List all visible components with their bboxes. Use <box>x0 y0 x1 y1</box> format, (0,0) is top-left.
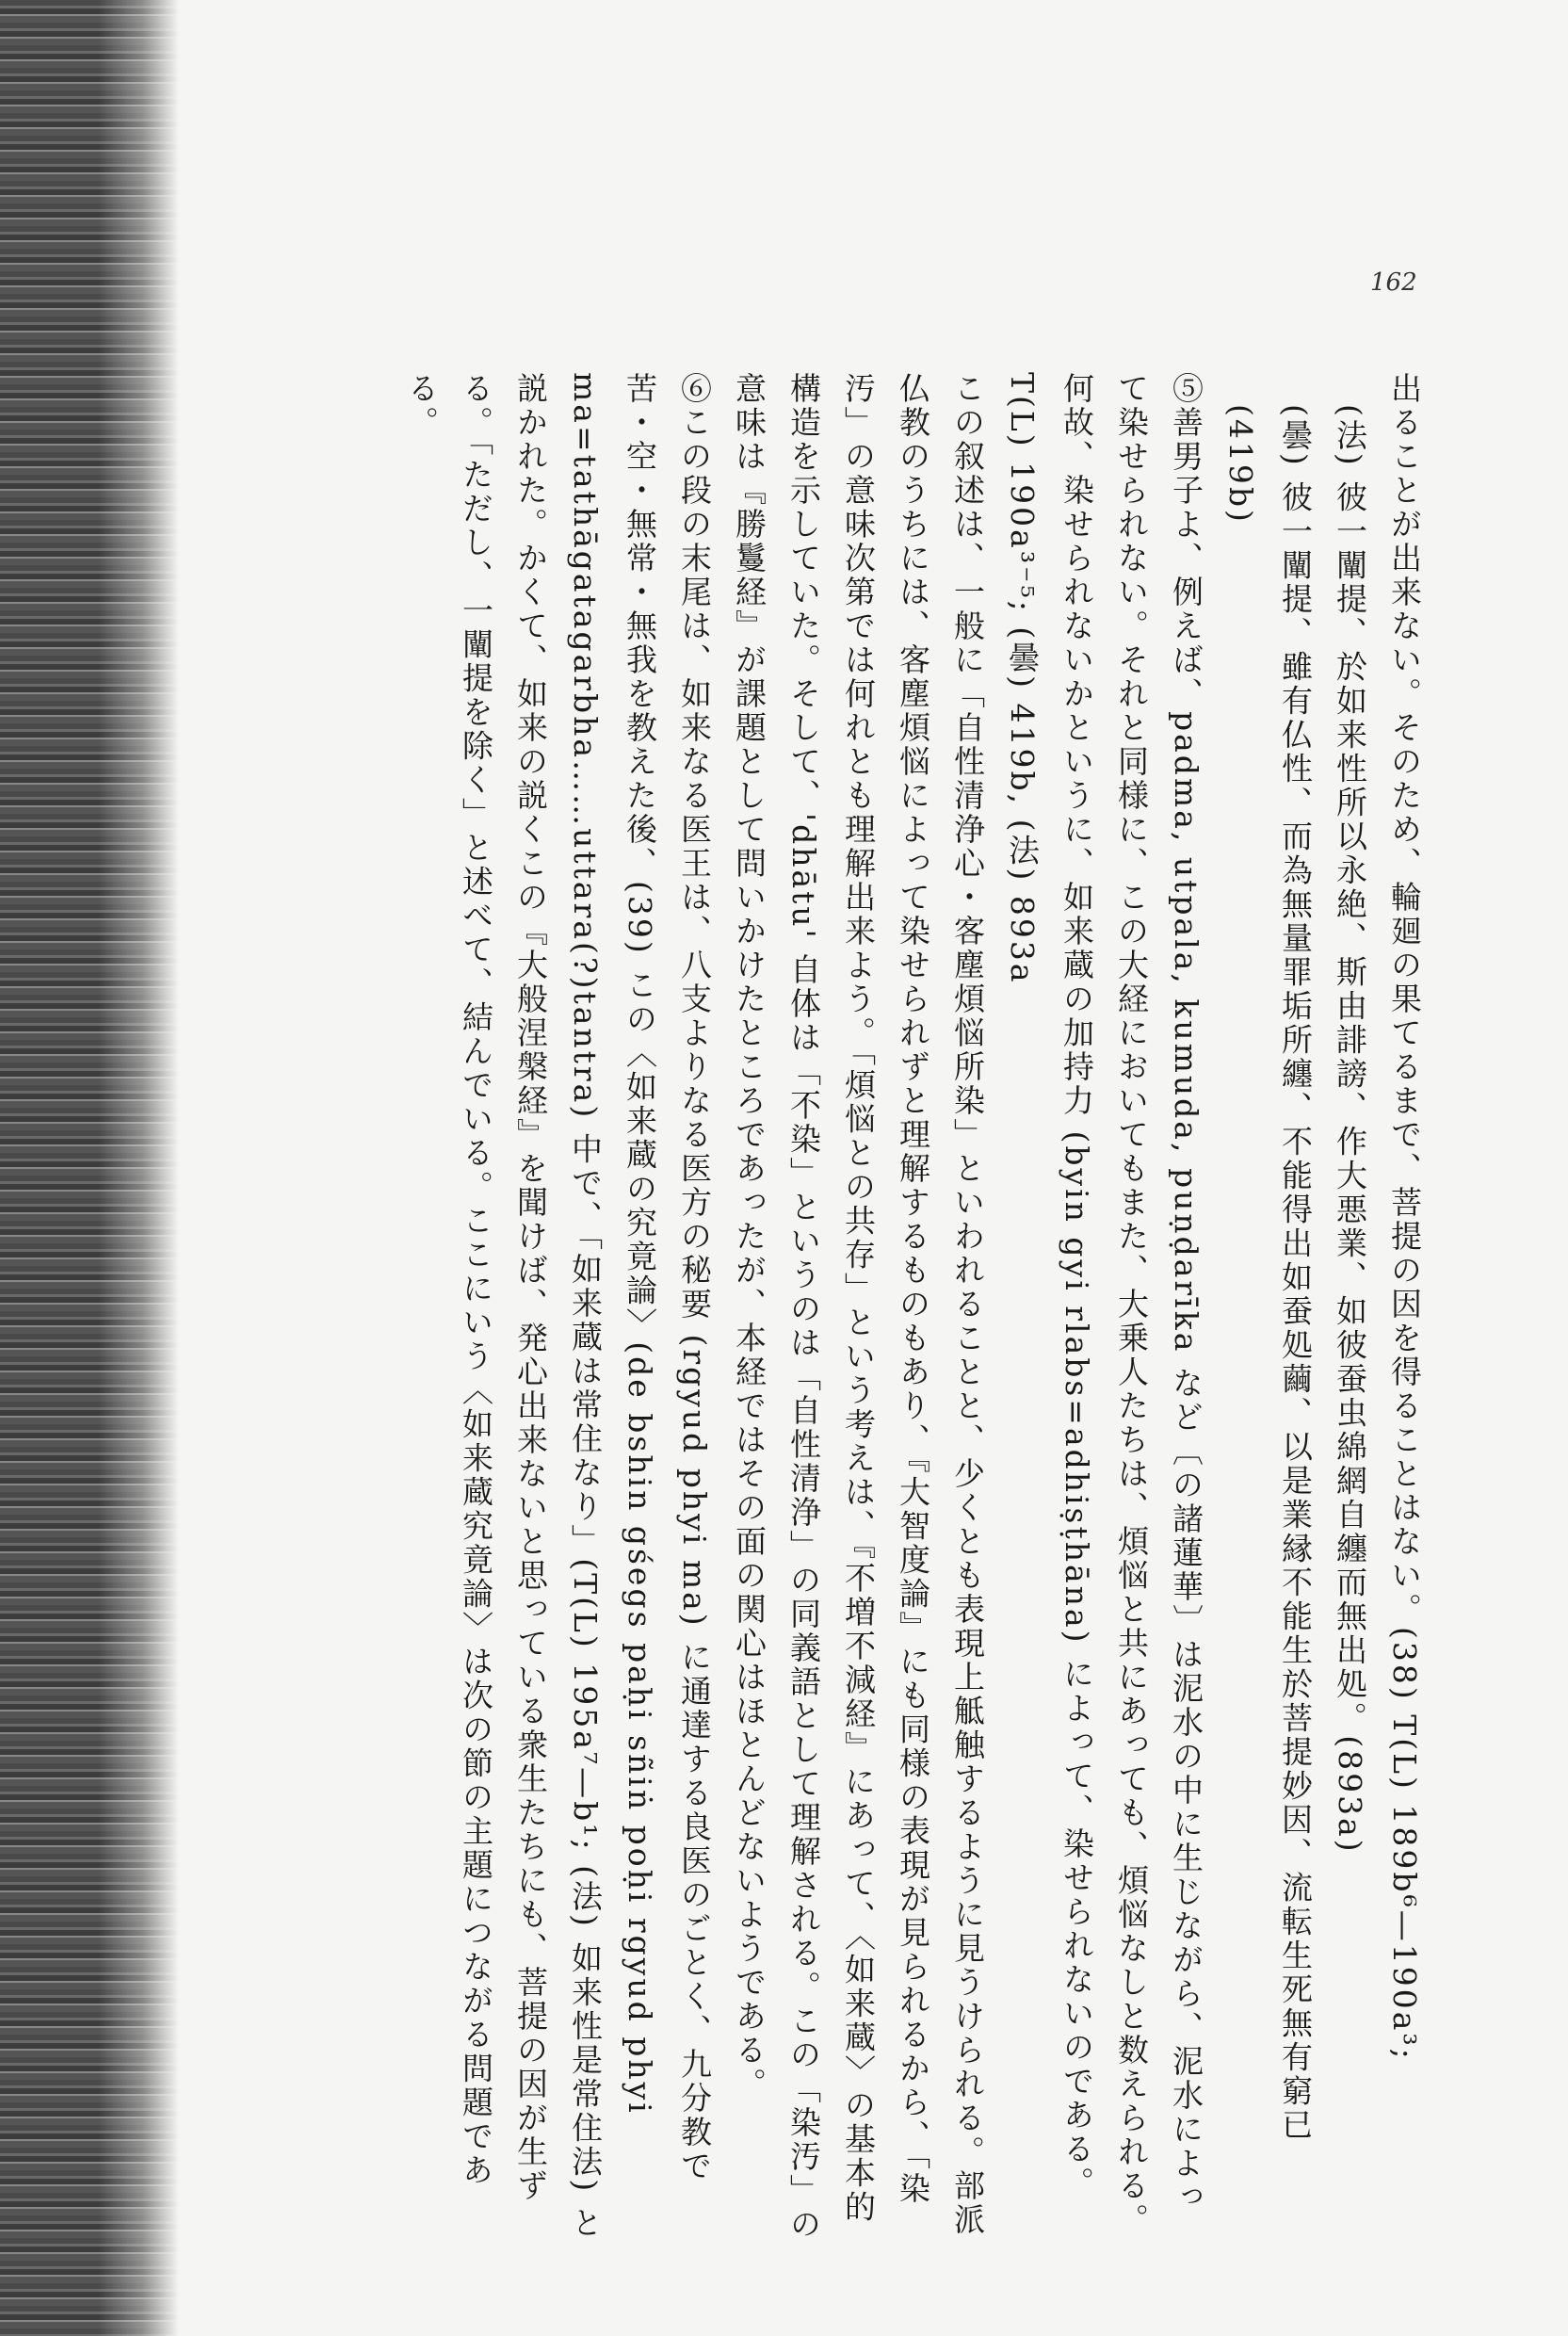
page-number: 162 <box>1370 268 1417 297</box>
quote-fa-xian: (法) 彼一闡提、於如来性所以永絶、斯由誹謗、作大悪業、如彼蚕虫綿網自纏而無出処。(893a) <box>1332 404 1368 1855</box>
book-binding-shadow <box>0 0 179 2336</box>
paragraph-continuation: 出ることが出来ない。そのため、輪廻の果てるまで、菩提の因を得ることはない。(38) T(L) 189b⁶—190a³; <box>1386 372 1423 2062</box>
paragraph-6-physician-king: ⑥この段の末尾は、如来なる医王は、八支よりなる医方の秘要 (rgyud phyi ma) に通達する良医のごとく、九分教で苦・空・無常・無我を教えた後、(39) この〈如来蔵の究竟論〉(de bshin gśegs paḥi sñiṅ poḥi rgyud phyi ma=tathāgatagarbha……uttara(?)tantra) 中で、「如来蔵は常住なり」(T(L) 195a⁷—b¹; (法) 如来性是常住法) と説かれた。かくて、如来の説くこの『大般涅槃経』を聞けば、発心出来ないと思っている衆生たちにも、菩提の因が生ずる。「ただし、一闡提を除く」と述べて、結んでいる。ここにいう〈如来蔵究竟論〉は次の節の主題につながる問題である。 <box>403 372 713 2241</box>
paragraph-commentary: この叙述は、一般に「自性清浄心・客塵煩悩所染」といわれることと、少くとも表現上觝触するように見うけられる。部派仏教のうちには、客塵煩悩によって染せられずと理解するものもあり、『大智度論』にも同様の表現が見られるから、「染汚」の意味次第では何れとも理解出来よう。「煩悩との共存」という考えは、『不増不減経』にあって、〈如来蔵〉の基本的構造を示していた。そして、'dhātu' 自体は「不染」というのは「自性清浄」の同義語として理解される。この「染汚」の意味は『勝鬘経』が課題として問いかけたところであったが、本経ではその面の関心はほとんどないようである。 <box>731 372 986 2243</box>
vertical-body-text <box>320 372 1431 2247</box>
quote-tan-wu-chen: (曇) 彼一闡提、雖有仏性、而為無量罪垢所纏、不能得出如蚕処繭、以是業縁不能生於菩提妙因、流転生死無有窮已 (419b) <box>1222 404 1314 2143</box>
paragraph-5-lotus-analogy: ⑤善男子よ、例えば、padma, utpala, kumuda, puṇḍarīka など〔の諸蓮華〕は泥水の中に生じながら、泥水によって染せられない。それと同様に、この大経においてもまた、大乗人たちは、煩悩と共にあっても、煩悩なしと数えられる。何故、染せられないかというに、如来蔵の加持力 (byin gyi rlabs=adhiṣṭhāna) によって、染せられないのである。T(L) 190a³⁻⁵; (曇) 419b, (法) 893a <box>1004 372 1204 2237</box>
